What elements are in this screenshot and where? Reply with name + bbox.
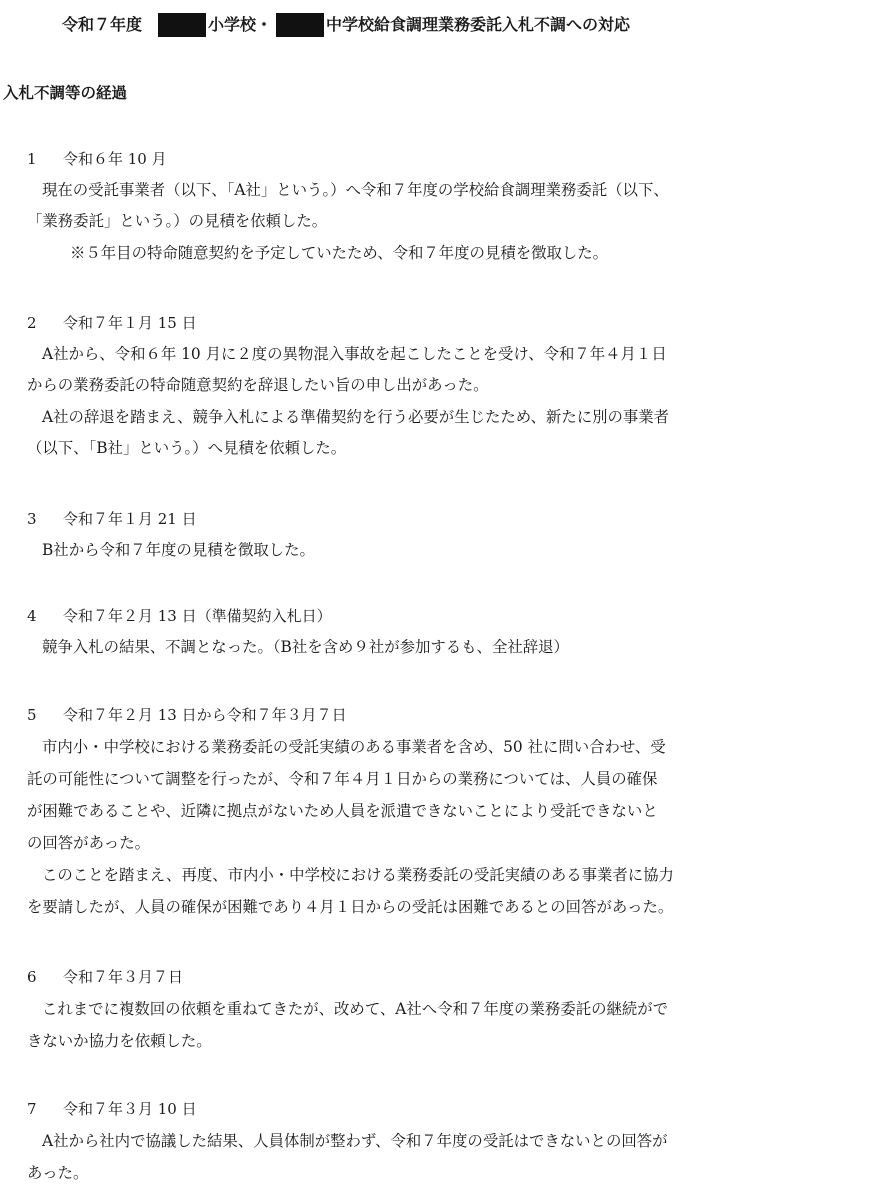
entry-line: このことを踏まえ、再度、市内小・中学校における業務委託の受託実績のある事業者に協力 <box>42 866 674 884</box>
entry-date <box>27 704 347 726</box>
entry-number: 3 <box>27 510 37 528</box>
entry-date <box>27 605 332 627</box>
entry-line: 市内小・中学校における業務委託の受託実績のある事業者を含め、50 社に問い合わせ、受 <box>42 738 666 756</box>
entry-line: あった。 <box>27 1164 89 1182</box>
entry-line: 託の可能性について調整を行ったが、令和７年４月１日からの業務については、人員の確保 <box>27 770 658 788</box>
document-title <box>62 13 630 37</box>
entry-date-text: 令和７年２月 13 日（準備契約入札日） <box>63 607 332 625</box>
entry-line: A社から社内で協議した結果、人員体制が整わず、令和７年度の受託はできないとの回答が <box>42 1132 668 1150</box>
title-middle: 小学校・ <box>208 15 273 34</box>
entry-date <box>27 966 183 988</box>
entry-date <box>27 508 197 530</box>
entry-line: これまでに複数回の依頼を重ねてきたが、改めて、A社へ令和７年度の業務委託の継続がで <box>42 1000 669 1018</box>
entry-number: 6 <box>27 968 37 986</box>
entry-line: 現在の受託事業者（以下、「A社」という。）へ令和７年度の学校給食調理業務委託（以下、 <box>42 181 669 199</box>
entry-line: （以下、「B社」という。）へ見積を依頼した。 <box>27 439 347 457</box>
entry-date-text: 令和７年２月 13 日から令和７年３月７日 <box>63 706 347 724</box>
entry-date <box>27 148 167 170</box>
entry-number: 1 <box>27 150 37 168</box>
entry-date-text: 令和６年 10 月 <box>63 150 167 168</box>
entry-note: ※５年目の特命随意契約を予定していたため、令和７年度の見積を徴取した。 <box>70 244 609 262</box>
entry-line: きないか協力を依頼した。 <box>27 1032 212 1050</box>
entry-date-text: 令和７年３月 10 日 <box>63 1100 197 1118</box>
redaction-block <box>276 13 324 37</box>
entry-line: を要請したが、人員の確保が困難であり４月１日からの受託は困難であるとの回答があった。 <box>27 898 674 916</box>
entry-number: 5 <box>27 706 37 724</box>
title-suffix: 中学校給食調理業務委託入札不調への対応 <box>326 15 631 34</box>
entry-line: が困難であることや、近隣に拠点がないため人員を派遣できないことにより受託できないと <box>27 802 658 820</box>
entry-number: 4 <box>27 607 37 625</box>
title-prefix: 令和７年度 <box>62 15 143 34</box>
entry-date-text: 令和７年１月 15 日 <box>63 314 197 332</box>
entry-line: 競争入札の結果、不調となった。（B社を含め９社が参加するも、全社辞退） <box>42 638 569 656</box>
entry-number: 2 <box>27 314 37 332</box>
redaction-block <box>158 13 206 37</box>
entry-line: 「業務委託」という。）の見積を依頼した。 <box>27 212 328 230</box>
entry-date-text: 令和７年１月 21 日 <box>63 510 197 528</box>
entry-line: の回答があった。 <box>27 834 150 852</box>
entry-line: A社から、令和６年 10 月に２度の異物混入事故を起こしたことを受け、令和７年４月１日 <box>42 345 667 363</box>
entry-date <box>27 1098 197 1120</box>
entry-line: B社から令和７年度の見積を徴取した。 <box>42 541 315 559</box>
section-heading: 入札不調等の経過 <box>3 84 128 102</box>
entry-number: 7 <box>27 1100 37 1118</box>
entry-date <box>27 312 197 334</box>
entry-date-text: 令和７年３月７日 <box>63 968 184 986</box>
entry-line: A社の辞退を踏まえ、競争入札による準備契約を行う必要が生じたため、新たに別の事業者 <box>42 408 670 426</box>
entry-line: からの業務委託の特命随意契約を辞退したい旨の申し出があった。 <box>27 376 489 394</box>
